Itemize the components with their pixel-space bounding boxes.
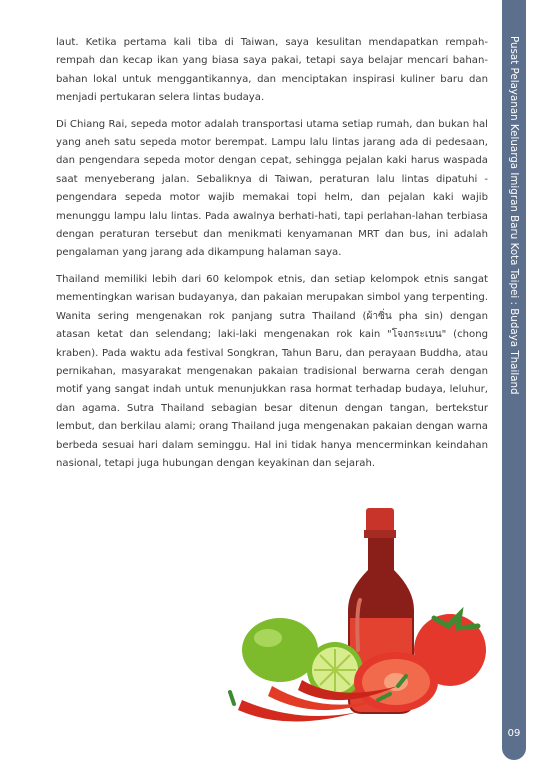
- article-body: [56, 34, 488, 481]
- lime-icon: [242, 618, 318, 682]
- paragraph-1: laut. Ketika pertama kali tiba di Taiwan, saya kesulitan mendapatkan rempah-rempah dan kecap ikan yang biasa saya pakai, tetapi saya belajar mencari bahan-bahan lokal untuk menggantikannya, dan menciptakan inspirasi kuliner baru dan menjadi pertukaran selera lintas budaya.: [56, 37, 488, 104]
- sauce-bottle-lime-tomato-chili-icon: [228, 500, 498, 740]
- paragraph-3: Thailand memiliki lebih dari 60 kelompok etnis, dan setiap kelompok etnis sangat mementingkan warisan budayanya, dan pakaian merupakan simbol yang terpenting. Wanita sering mengenakan rok panjang sutra Thailand (ผ้าซิ่น pha sin) dengan atasan ketat dan selendang; laki-laki mengenakan rok kain "โจงกระเบน" (chong kraben). Pada waktu ada festival Songkran, Tahun Baru, dan perayaan Buddha, atau pernikahan, masyarakat mengenakan pakaian tradisional berwarna cerah dengan motif yang sangat indah untuk menunjukkan rasa hormat terhadap budaya, leluhur, dan agama. Sutra Thailand sebagian besar ditenun dengan tangan, bertekstur lembut, dan berkilau alami; orang Thailand juga mengenakan pakaian dengan warna berbeda sesuai hari dalam seminggu. Hal ini tidak hanya mencerminkan keindahan nasional, tetapi juga hubungan dengan keyakinan dan sejarah.: [56, 273, 488, 469]
- paragraph-2: Di Chiang Rai, sepeda motor adalah transportasi utama setiap rumah, dan bukan hal yang aneh satu sepeda motor berempat. Lampu lalu lintas jarang ada di pedesaan, dan pengendara sepeda motor dengan cepat, sehingga pejalan kaki harus waspada saat menyeberang jalan. Sebaliknya di Taiwan, peraturan lalu lintas dipatuhi - pengendara sepeda motor wajib memakai topi helm, dan pejalan kaki wajib menunggu lampu lalu lintas. Pada awalnya berhati-hati, tapi perlahan-lahan terbiasa dengan peraturan tersebut dan menikmati kenyamanan MRT dan bus, ini adalah pengalaman yang jarang ada dikampung halaman saya.: [56, 118, 488, 259]
- page-number: 09: [507, 728, 521, 739]
- chapter-sidebar: [502, 0, 526, 760]
- sidebar-title: Pusat Pelayanan Keluarga Imigran Baru Kota Taipei : Budaya Thailand: [508, 36, 520, 395]
- food-illustration: [228, 500, 498, 740]
